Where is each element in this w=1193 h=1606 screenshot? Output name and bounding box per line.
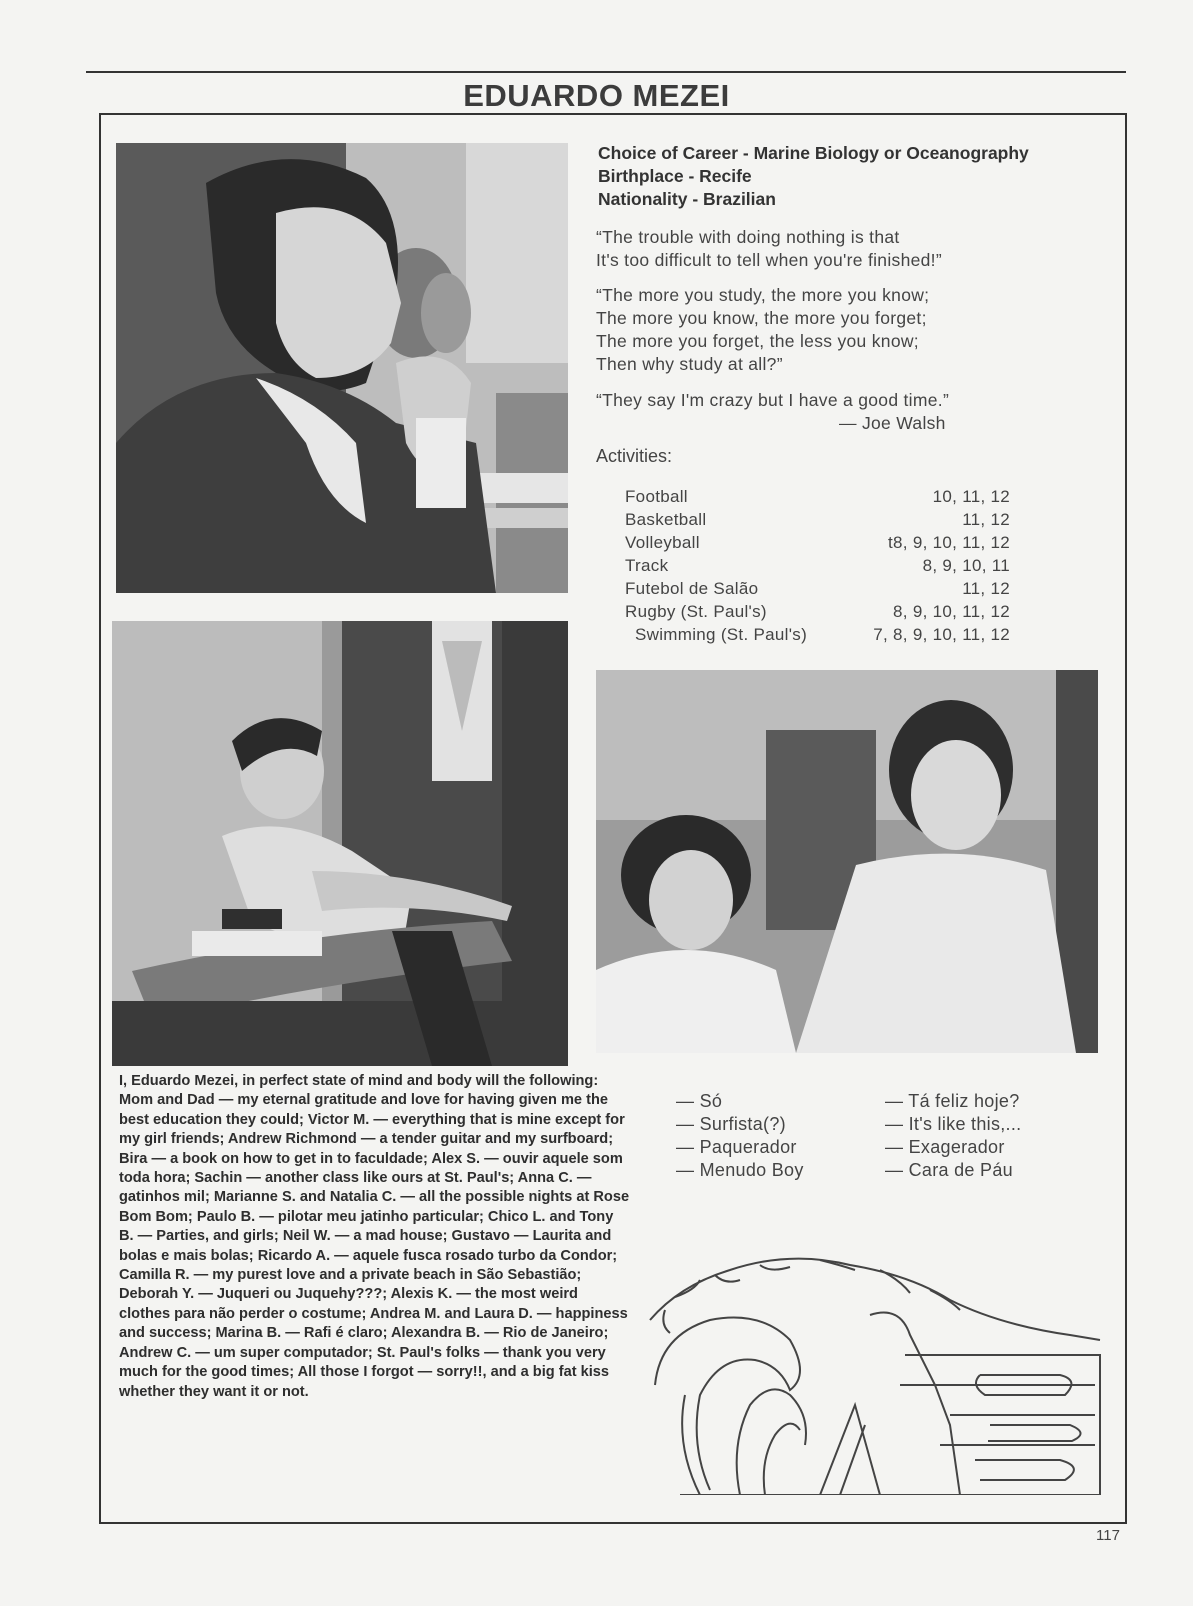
activity-row [635, 625, 1010, 645]
page-number: 117 [1096, 1527, 1120, 1544]
quote-line: The more you know, the more you forget; [596, 308, 927, 328]
nickname-item: — It's like this,... [885, 1114, 1022, 1134]
frame-left [99, 113, 101, 1523]
activity-name: Rugby (St. Paul's) [625, 602, 767, 621]
quote-line: “The more you study, the more you know; [596, 285, 930, 305]
last-will-text: I, Eduardo Mezei, in perfect state of mind and body will the following: Mom and Dad — my eternal gratitude and love for having given me the best education they could; Victor M. — everything that is mine except for my girl friends; Andrew Richmond — a tender guitar and my surfboard; Bira — a book on how to get in to faculdade; Alex S. — ouvir aquele som toda hora; Sachin — another class like ours at St. Paul's; Anna C. — gatinhos mil; Marianne S. and Natalia C. — all the possible nights at Rose Bom Bom; Paulo B. — pilotar meu jatinho particular; Chico L. and Tony B. — Parties, and girls; Neil W. — a mad house; Gustavo — Laurita and bolas e mais bolas; Ricardo A. — aquele fusca rosado turbo da Condor; Camilla R. — my purest love and a private beach in São Sebastião; Deborah Y. — Juqueri ou Juquehy???; Alexis K. — the most weird clothes para não perder o costume; Andrea M. and Laura D. — happiness and success; Marina B. — Rafi é claro; Alexandra B. — Rio de Janeiro; Andrew C. — um super computador; St. Paul's folks — thank you very much for the good times; All those I forgot — sorry!!, and a big fat kiss whether they want it or not. [119, 1073, 630, 1400]
activity-name: Futebol de Salão [625, 579, 759, 598]
activity-years: 7, 8, 9, 10, 11, 12 [873, 625, 1010, 644]
activity-name: Volleyball [625, 533, 700, 552]
page-title: EDUARDO MEZEI [463, 78, 730, 113]
nickname-item: — Exagerador [885, 1137, 1005, 1157]
career-line: Choice of Career - Marine Biology or Oceanography [598, 143, 1029, 163]
top-rule [86, 71, 1126, 73]
quote-line: Then why study at all?” [596, 354, 783, 374]
quote-line: “The trouble with doing nothing is that [596, 227, 900, 247]
quote-1 [596, 226, 942, 272]
birthplace-line: Birthplace - Recife [598, 166, 752, 186]
quote-line: The more you forget, the less you know; [596, 331, 919, 351]
activity-name: Football [625, 487, 688, 506]
activity-row [625, 510, 1010, 530]
activity-years: 11, 12 [962, 510, 1010, 529]
sleeping-photo [112, 621, 568, 1066]
activity-years: 8, 9, 10, 11, 12 [893, 602, 1010, 621]
quote-3 [596, 389, 949, 435]
activity-name: Basketball [625, 510, 707, 529]
activity-years: 11, 12 [962, 579, 1010, 598]
nationality-line: Nationality - Brazilian [598, 189, 776, 209]
frame-right [1125, 113, 1127, 1523]
activity-name: Track [625, 556, 669, 575]
wave-drawing [640, 1245, 1110, 1495]
activity-years: t8, 9, 10, 11, 12 [888, 533, 1010, 552]
quote-2 [596, 284, 929, 376]
activity-row [625, 487, 1010, 507]
nickname-item: — Cara de Páu [885, 1160, 1013, 1180]
quote-line: “They say I'm crazy but I have a good time.” [596, 390, 950, 410]
activity-years: 10, 11, 12 [932, 487, 1010, 506]
nickname-item: — Menudo Boy [676, 1160, 804, 1180]
nickname-item: — Só [676, 1091, 723, 1111]
nickname-item: — Surfista(?) [676, 1114, 786, 1134]
frame-top [99, 113, 1126, 115]
activity-name: Swimming (St. Paul's) [635, 625, 808, 644]
portrait-photo [116, 143, 568, 593]
activity-row [625, 556, 1010, 576]
activity-row [625, 533, 1010, 553]
activity-row [625, 602, 1010, 622]
activity-row [625, 579, 1010, 599]
nickname-item: — Tá feliz hoje? [885, 1091, 1020, 1111]
quote-attribution: — Joe Walsh [839, 413, 946, 433]
nickname-item: — Paquerador [676, 1137, 797, 1157]
friends-photo [596, 670, 1098, 1053]
activities-label: Activities: [596, 446, 673, 466]
frame-bottom [99, 1522, 1127, 1524]
quote-line: It's too difficult to tell when you're finished!” [596, 250, 942, 270]
activity-years: 8, 9, 10, 11 [922, 556, 1010, 575]
